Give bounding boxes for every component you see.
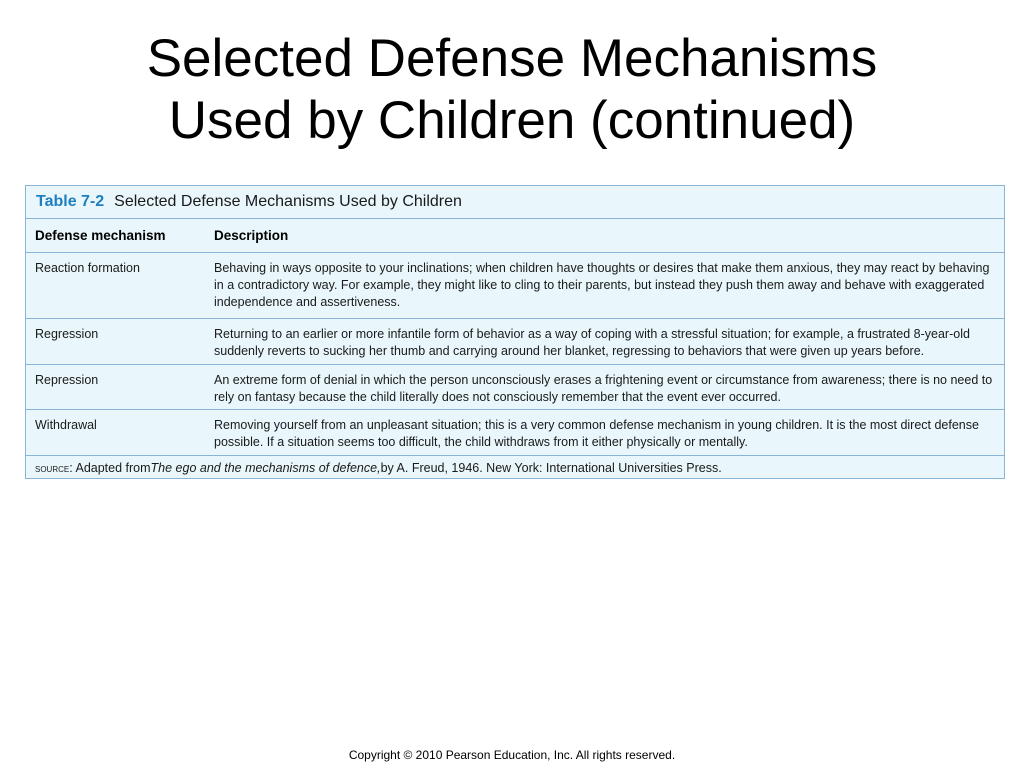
- table-number: Table 7-2: [36, 193, 105, 210]
- table-header-row: [26, 219, 1004, 253]
- copyright-footer: Copyright © 2010 Pearson Education, Inc. All rights reserved.: [348, 748, 676, 762]
- description-cell: An extreme form of denial in which the person unconsciously erases a frightening event or circumstance from awareness; there is no need to rely on fantasy because the child literally does not consciously remember that the event ever occurred.: [214, 373, 993, 404]
- source-prefix: : Adapted from: [69, 461, 151, 475]
- table-caption-row: [26, 186, 1004, 219]
- source-title: The ego and the mechanisms of defence,: [150, 461, 381, 475]
- slide-title: [0, 28, 1024, 152]
- mechanism-cell: Reaction formation: [35, 261, 140, 275]
- description-cell: Returning to an earlier or more infantile form of behavior as a way of coping with a stressful situation; for example, a frustrated 8-year-old suddenly reverts to sucking her thumb and carrying around her blanket, regressing to behaviors that were given up years before.: [214, 327, 970, 358]
- slide-title-line-2: Used by Children (continued): [168, 91, 856, 150]
- source-suffix: by A. Freud, 1946. New York: International Universities Press.: [380, 461, 722, 475]
- mechanism-cell: Regression: [35, 327, 99, 341]
- mechanism-cell: Withdrawal: [35, 418, 97, 432]
- description-cell: Behaving in ways opposite to your inclinations; when children have thoughts or desires that make them anxious, they may react by behaving in a contradictory way. For example, they might like to cling to their parents, but instead they push them away and behave with exaggerated independence and assertiveness.: [214, 261, 990, 309]
- table-caption: Selected Defense Mechanisms Used by Children: [114, 193, 462, 210]
- header-description: Description: [214, 228, 289, 243]
- table-row: [26, 410, 1004, 456]
- slide-title-line-1: Selected Defense Mechanisms: [146, 29, 878, 88]
- table-source-note: [26, 456, 1004, 480]
- mechanism-cell: Repression: [35, 373, 99, 387]
- header-defense-mechanism: Defense mechanism: [35, 228, 166, 243]
- source-label: source: [35, 461, 70, 475]
- defense-mechanisms-table: [25, 185, 1005, 479]
- description-cell: Removing yourself from an unpleasant situation; this is a very common defense mechanism in young children. It is the most direct defense possible. If a situation seems too difficult, the child withdraws from it either physically or mentally.: [214, 418, 979, 449]
- table-row: [26, 365, 1004, 410]
- table-row: [26, 253, 1004, 319]
- table-row: [26, 319, 1004, 365]
